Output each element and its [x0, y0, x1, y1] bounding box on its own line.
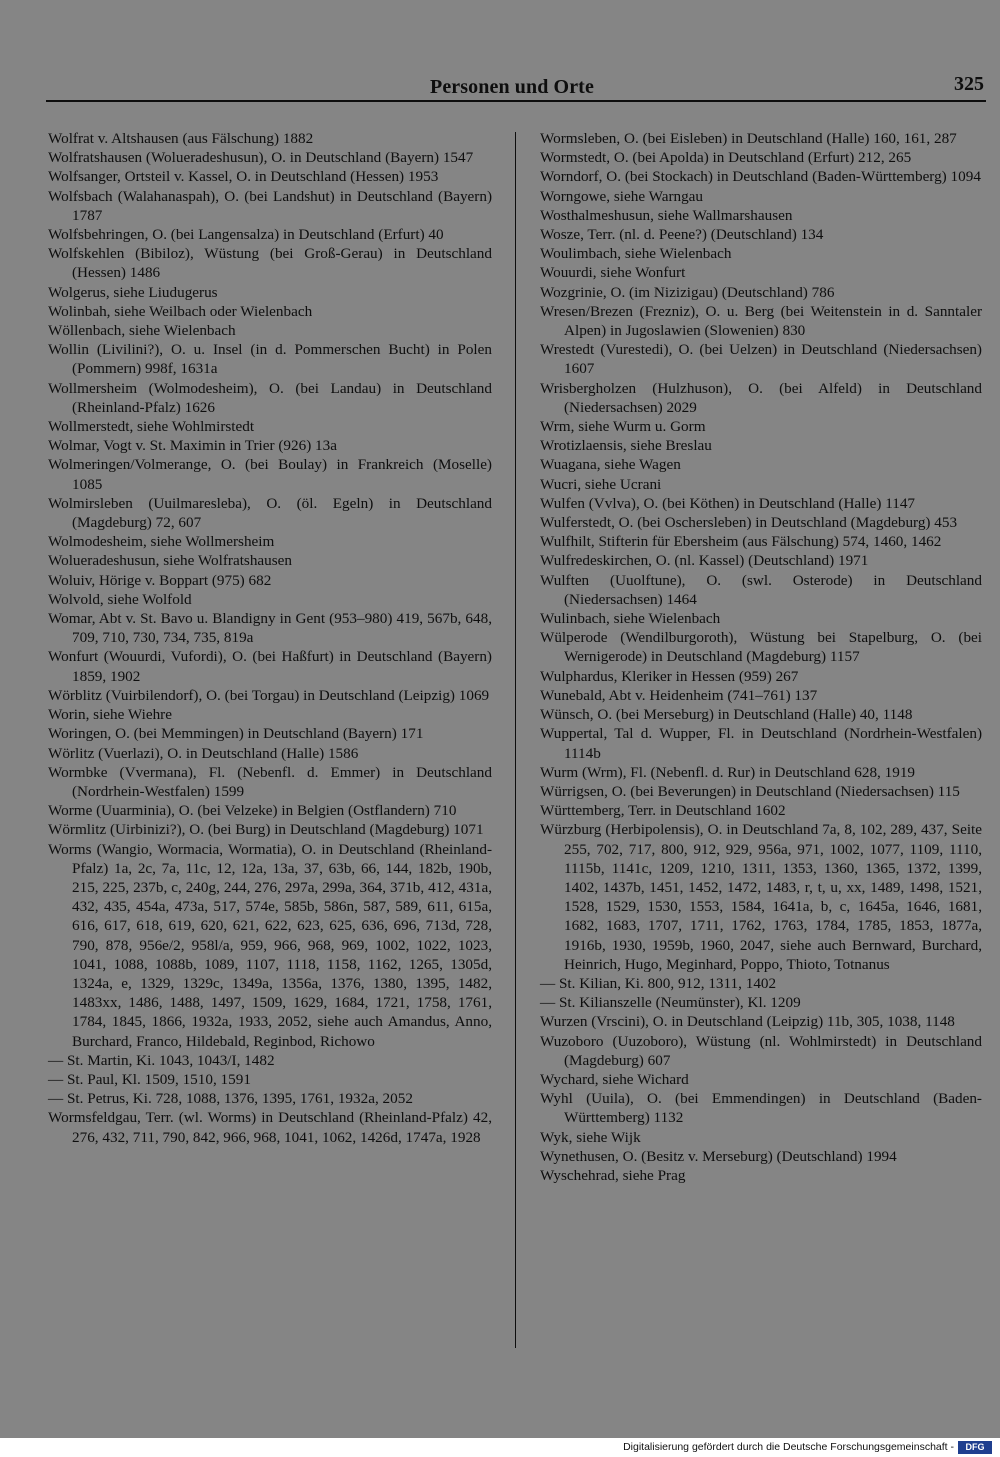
index-entry: Womar, Abt v. St. Bavo u. Blandigny in Gent (953–980) 419, 567b, 648, 709, 710, 730, 734, 735, 819a — [48, 610, 492, 647]
index-entry: Wosze, Terr. (nl. d. Peene?) (Deutschland) 134 — [540, 226, 824, 244]
index-entry: Wormsfeldgau, Terr. (wl. Worms) in Deutschland (Rheinland-Pfalz) 42, 276, 432, 711, 790, 842, 966, 968, 1041, 1062, 1426d, 1747a, 1928 — [48, 1109, 492, 1146]
index-entry: Wünsch, O. (bei Merseburg) in Deutschland (Halle) 40, 1148 — [540, 706, 913, 724]
index-entry: Wulfredeskirchen, O. (nl. Kassel) (Deutschland) 1971 — [540, 552, 869, 570]
index-entry: Wollmerstedt, siehe Wohlmirstedt — [48, 418, 255, 436]
index-entry: Wollmersheim (Wolmodesheim), O. (bei Landau) in Deutschland (Rheinland-Pfalz) 1626 — [48, 379, 492, 416]
index-entry: Wöllenbach, siehe Wielenbach — [48, 322, 236, 340]
index-entry: Wolfrat v. Altshausen (aus Fälschung) 1882 — [48, 130, 314, 147]
index-entry: — St. Martin, Ki. 1043, 1043/I, 1482 — [48, 1051, 275, 1069]
index-entry: Wonfurt (Wouurdi, Vufordi), O. (bei Haßfurt) in Deutschland (Bayern) 1859, 1902 — [48, 648, 492, 685]
index-entry: Wosthalmeshusun, siehe Wallmarshausen — [540, 206, 793, 224]
index-entry: Worngowe, siehe Warngau — [540, 187, 704, 205]
index-entry: Wolinbah, siehe Weilbach oder Wielenbach — [48, 302, 313, 320]
index-entry: Wulferstedt, O. (bei Oschersleben) in Deutschland (Magdeburg) 453 — [540, 514, 958, 532]
index-entry: Wolvold, siehe Wolfold — [48, 590, 192, 608]
index-entry: Wurm (Wrm), Fl. (Nebenfl. d. Rur) in Deutschland 628, 1919 — [540, 763, 916, 781]
index-entry: Worin, siehe Wiehre — [48, 706, 172, 724]
index-entry: Wolmar, Vogt v. St. Maximin in Trier (926) 13a — [48, 437, 337, 455]
index-entry: Woulimbach, siehe Wielenbach — [540, 245, 732, 263]
index-entry: Wolueradeshusun, siehe Wolfratshausen — [48, 552, 293, 570]
index-entry: Wyk, siehe Wijk — [540, 1128, 641, 1146]
index-entry: Wolfsbach (Walahanaspah), O. (bei Landshut) in Deutschland (Bayern) 1787 — [48, 187, 492, 224]
index-entry: Wolfratshausen (Wolueradeshusun), O. in Deutschland (Bayern) 1547 — [48, 149, 474, 167]
index-entry: Wynethusen, O. (Besitz v. Merseburg) (Deutschland) 1994 — [540, 1147, 897, 1165]
index-entry: Worms (Wangio, Wormacia, Wormatia), O. in Deutschland (Rheinland-Pfalz) 1a, 2c, 7a, 11c, 12, 12a, 13a, 37, 63b, 66, 144, 182b, 190b, 215, 225, 237b, c, 240g, 244, 276, 297a, 299a, 364, 371b, 412, 431a, 432, 435, 454a, 473a, 517, 574e, 585b, 586n, 587, 589, 611, 615a, 616, 617, 618, 619, 620, 621, 622, 623, 625, 636, 696, 713d, 728, 790, 878, 956e/2, 958l/a, 959, 966, 968, 969, 1002, 1022, 1023, 1041, 1088, 1088b, 1089, 1107, 1118, 1158, 1162, 1265, 1305d, 1324a, e, 1329, 1329c, 1349a, 1356a, 1376, 1380, 1395, 1482, 1483xx, 1486, 1488, 1497, 1509, 1629, 1684, 1721, 1758, 1761, 1784, 1845, 1866, 1932a, 1933, 2052, siehe auch Amandus, Anno, Burchard, Franco, Hildebald, Reginbod, Richowo — [48, 840, 492, 1050]
index-entry: Wyhl (Uuila), O. (bei Emmendingen) in Deutschland (Baden-Württemberg) 1132 — [540, 1090, 982, 1127]
index-entry: — St. Kilian, Ki. 800, 912, 1311, 1402 — [540, 974, 777, 992]
index-entry: Wolfskehlen (Bibiloz), Wüstung (bei Groß-Gerau) in Deutschland (Hessen) 1486 — [48, 245, 492, 282]
index-entry: Wresen/Brezen (Frezniz), O. u. Berg (bei Weitenstein in d. Sanntaler Alpen) in Jugoslawien (Slowenien) 830 — [540, 302, 982, 340]
index-entry: Württemberg, Terr. in Deutschland 1602 — [540, 802, 786, 820]
index-entry: Wormsleben, O. (bei Eisleben) in Deutschland (Halle) 160, 161, 287 — [540, 130, 957, 147]
index-entry: Wulfhilt, Stifterin für Ebersheim (aus Fälschung) 574, 1460, 1462 — [540, 533, 942, 551]
index-entry: Wolmirsleben (Uuilmaresleba), O. (öl. Egeln) in Deutschland (Magdeburg) 72, 607 — [48, 494, 492, 532]
dfg-logo: DFG — [958, 1441, 992, 1454]
index-entry: Wörmlitz (Uirbinizi?), O. (bei Burg) in Deutschland (Magdeburg) 1071 — [48, 821, 484, 839]
page-title: Personen und Orte — [430, 76, 594, 98]
index-entry: — St. Petrus, Ki. 728, 1088, 1376, 1395, 1761, 1932a, 2052 — [48, 1090, 413, 1108]
index-entry: Wolmeringen/Volmerange, O. (bei Boulay) in Frankreich (Moselle) 1085 — [48, 456, 492, 493]
index-entry: — St. Kilianszelle (Neumünster), Kl. 1209 — [540, 994, 801, 1012]
right-column — [540, 129, 982, 1185]
index-entry: Wörblitz (Vuirbilendorf), O. (bei Torgau) in Deutschland (Leipzig) 1069 — [48, 686, 490, 704]
index-entry: Wucri, siehe Ucrani — [540, 475, 662, 493]
index-entry: Wülperode (Wendilburgoroth), Wüstung bei Stapelburg, O. (bei Wernigerode) in Deutschland (Magdeburg) 1157 — [540, 629, 982, 666]
index-entry: Wrm, siehe Wurm u. Gorm — [540, 418, 706, 436]
page-number: 325 — [954, 73, 984, 95]
column-divider — [515, 132, 516, 1348]
index-entry: Wrotizlaensis, siehe Breslau — [540, 437, 712, 455]
index-entry: Wuppertal, Tal d. Wupper, Fl. in Deutschland (Nordrhein-Westfalen) 1114b — [540, 725, 982, 762]
index-entry: Wörlitz (Vuerlazi), O. in Deutschland (Halle) 1586 — [48, 744, 359, 762]
index-entry: Wulfen (Vvlva), O. (bei Köthen) in Deutschland (Halle) 1147 — [540, 494, 916, 512]
header-rule — [46, 100, 986, 102]
index-entry: Wyschehrad, siehe Prag — [540, 1166, 686, 1184]
index-entry: — St. Paul, Kl. 1509, 1510, 1591 — [48, 1070, 251, 1088]
index-entry: Wormstedt, O. (bei Apolda) in Deutschland (Erfurt) 212, 265 — [540, 149, 912, 167]
index-entry: Wozgrinie, O. (im Nizizigau) (Deutschland) 786 — [540, 283, 835, 301]
index-entry: Woringen, O. (bei Memmingen) in Deutschland (Bayern) 171 — [48, 725, 424, 743]
index-entry: Wuzoboro (Uuzoboro), Wüstung (nl. Wohlmirstedt) in Deutschland (Magdeburg) 607 — [540, 1032, 982, 1069]
footer — [0, 1438, 1000, 1457]
index-entry: Würzburg (Herbipolensis), O. in Deutschland 7a, 8, 102, 289, 437, Seite 255, 702, 717, 800, 912, 929, 956a, 971, 1002, 1077, 1109, 1110, 1115b, 1141c, 1209, 1210, 1311, 1353, 1360, 1365, 1372, 1399, 1402, 1437b, 1451, 1452, 1472, 1483, r, t, u, xx, 1489, 1498, 1521, 1528, 1529, 1530, 1553, 1584, 1641a, b, c, 1645a, 1646, 1681, 1682, 1683, 1707, 1711, 1762, 1763, 1784, 1785, 1853, 1877a, 1916b, 1930, 1959b, 1960, 2047, siehe auch Bernward, Burchard, Heinrich, Hugo, Meginhard, Poppo, Thioto, Totnanus — [540, 821, 982, 973]
index-entry: Wulphardus, Kleriker in Hessen (959) 267 — [540, 667, 799, 685]
index-entry: Worndorf, O. (bei Stockach) in Deutschland (Baden-Württemberg) 1094 — [540, 168, 981, 186]
index-entry: Wurzen (Vrscini), O. in Deutschland (Leipzig) 11b, 305, 1038, 1148 — [540, 1013, 955, 1031]
index-entry: Wulften (Uuolftune), O. (swl. Osterode) in Deutschland (Niedersachsen) 1464 — [540, 571, 982, 608]
index-entry: Wolfsanger, Ortsteil v. Kassel, O. in Deutschland (Hessen) 1953 — [48, 168, 439, 186]
index-entry: Wrisbergholzen (Hulzhuson), O. (bei Alfeld) in Deutschland (Niedersachsen) 2029 — [540, 379, 982, 416]
index-entry: Wulinbach, siehe Wielenbach — [540, 610, 721, 628]
index-entry: Wychard, siehe Wichard — [540, 1070, 689, 1088]
index-entry: Wrestedt (Vurestedi), O. (bei Uelzen) in Deutschland (Niedersachsen) 1607 — [540, 341, 982, 378]
index-entry: Wouurdi, siehe Wonfurt — [540, 264, 686, 282]
index-entry: Wolmodesheim, siehe Wollmersheim — [48, 533, 275, 551]
index-entry: Worme (Uuarminia), O. (bei Velzeke) in Belgien (Ostflandern) 710 — [48, 802, 457, 820]
index-entry: Woluiv, Hörige v. Boppart (975) 682 — [48, 571, 272, 589]
index-entry: Wunebald, Abt v. Heidenheim (741–761) 137 — [540, 686, 818, 704]
index-entry: Wollin (Livilini?), O. u. Insel (in d. Pommerschen Bucht) in Polen (Pommern) 998f, 1631a — [48, 341, 492, 378]
index-entry: Wormbke (Vvermana), Fl. (Nebenfl. d. Emmer) in Deutschland (Nordrhein-Westfalen) 1599 — [48, 763, 492, 800]
left-column — [48, 129, 492, 1147]
index-entry: Würrigsen, O. (bei Beverungen) in Deutschland (Niedersachsen) 115 — [540, 782, 960, 800]
index-entry: Wolgerus, siehe Liudugerus — [48, 283, 218, 301]
page-header — [46, 70, 986, 100]
index-entry: Wuagana, siehe Wagen — [540, 456, 681, 474]
footer-credit: Digitalisierung gefördert durch die Deutsche Forschungsgemeinschaft - — [623, 1441, 954, 1453]
index-entry: Wolfsbehringen, O. (bei Langensalza) in Deutschland (Erfurt) 40 — [48, 226, 444, 244]
